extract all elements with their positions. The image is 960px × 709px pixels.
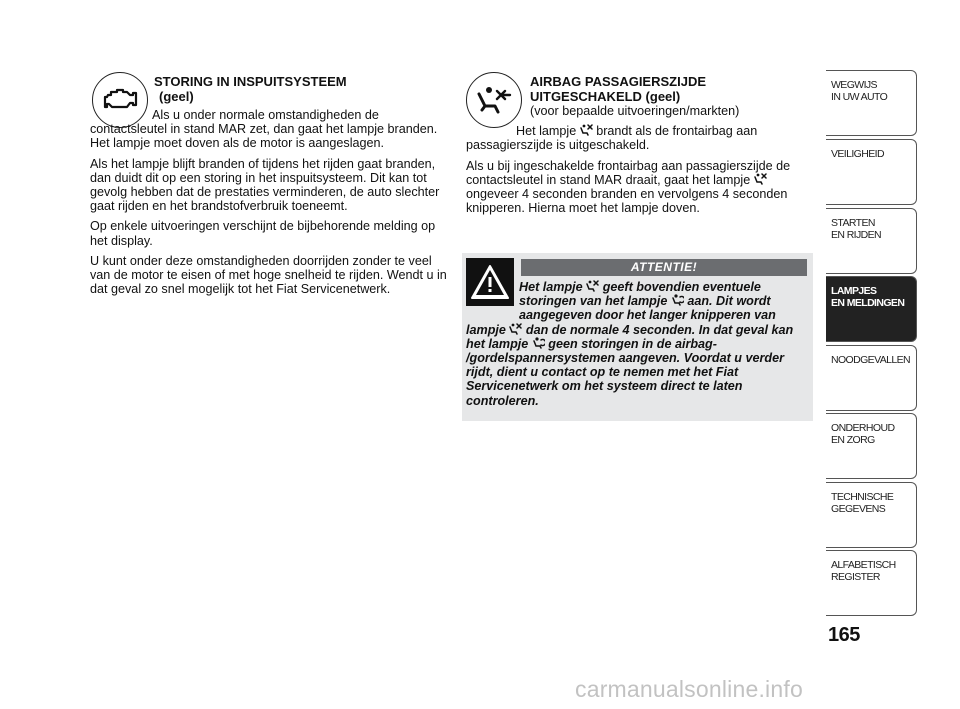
text: aan. Dit wordt aangegeven door het langer knipperen van lampje: [466, 294, 776, 337]
text: Het lampje: [516, 124, 577, 139]
airbag-off-icon: [509, 323, 522, 335]
text: ongeveer 4 seconden branden en vervolgens 4 seconden knipperen. Hierna moet het lampje doven.: [466, 187, 788, 216]
section-title: UITGESCHAKELD (geel): [530, 88, 681, 104]
tab-noodgevallen[interactable]: [826, 345, 917, 411]
paragraph: Als u onder normale omstandigheden de contactsleutel in stand MAR zet, dan gaat het lampje branden. Het lampje moet doven als de motor is aangeslagen.: [90, 108, 438, 151]
tab-label: REGISTER: [831, 571, 880, 583]
tab-label: WEGWIJS: [831, 79, 877, 91]
tab-label: LAMPJES: [831, 285, 877, 297]
section-subtitle: (geel): [159, 88, 194, 104]
tab-lampjes[interactable]: [826, 276, 917, 342]
tab-onderhoud[interactable]: [826, 413, 917, 479]
tab-label: ONDERHOUD: [831, 422, 895, 434]
page-number: 165: [828, 624, 860, 646]
tab-starten[interactable]: [826, 208, 917, 274]
attention-box: [462, 253, 813, 421]
tab-label: STARTEN: [831, 217, 875, 229]
paragraph: Als het lampje blijft branden of tijdens het rijden gaat branden, dan duidt dit op een storing in het inspuitsysteem. Dit kan tot gevolg hebben dat de prestaties verminderen, de auto slechter gaat rijden en het brandstofverbruik toeneemt.: [90, 156, 440, 214]
section-subtitle: (voor bepaalde uitvoeringen/markten): [530, 104, 740, 118]
airbag-off-icon: [580, 124, 593, 136]
attention-label: ATTENTIE!: [521, 259, 807, 276]
text: brandt als de frontairbag aan passagierszijde is uitgeschakeld.: [466, 124, 758, 153]
text: geeft bovendien eventuele storingen van het lampje: [519, 280, 761, 309]
text: dan de normale 4 seconden. In dat geval kan het lampje: [466, 322, 794, 351]
section-title: STORING IN INSPUITSYSTEEM: [154, 74, 347, 89]
left-section: [90, 75, 448, 302]
tab-label: EN MELDINGEN: [831, 297, 905, 309]
paragraph: [466, 159, 812, 216]
section-title: AIRBAG PASSAGIERSZIJDE: [530, 74, 707, 89]
text: geen storingen in de airbag- /gordelspannersystemen aangeven. Voordat u verder rijdt, dient u contact op te nemen met het Fiat Servicenetwerk om het systeem direct te laten controleren.: [466, 336, 784, 408]
tab-wegwijs[interactable]: [826, 70, 917, 136]
text: Het lampje: [519, 280, 583, 294]
tab-label: IN UW AUTO: [831, 91, 888, 103]
airbag-icon: [671, 294, 684, 306]
right-section: [466, 75, 812, 221]
tab-label: VEILIGHEID: [831, 148, 884, 160]
tab-label: NOODGEVALLEN: [831, 354, 910, 366]
tab-label: EN RIJDEN: [831, 229, 882, 241]
tab-veiligheid[interactable]: [826, 139, 917, 205]
tab-label: ALFABETISCH: [831, 559, 896, 571]
paragraph: U kunt onder deze omstandigheden doorrijden zonder te veel van de motor te eisen of met hoge snelheid te rijden. Wendt u in dat geval zo snel mogelijk tot het Fiat Servicenetwerk.: [90, 253, 447, 297]
airbag-off-icon: [586, 280, 599, 292]
watermark: carmanualsonline.info: [575, 676, 803, 702]
tab-label: EN ZORG: [831, 434, 875, 446]
tab-technische[interactable]: [826, 482, 917, 548]
attention-text: [466, 280, 809, 408]
airbag-off-icon: [754, 173, 767, 185]
tab-label: TECHNISCHE: [831, 491, 894, 503]
tab-alfabetisch[interactable]: [826, 550, 917, 616]
text: Als u bij ingeschakelde frontairbag aan passagierszijde de contactsleutel in stand MAR draait, gaat het lampje: [466, 158, 791, 187]
paragraph: Op enkele uitvoeringen verschijnt de bijbehorende melding op het display.: [90, 219, 436, 248]
airbag-icon: [532, 337, 545, 349]
tab-label: GEGEVENS: [831, 503, 886, 515]
paragraph: [466, 124, 812, 152]
